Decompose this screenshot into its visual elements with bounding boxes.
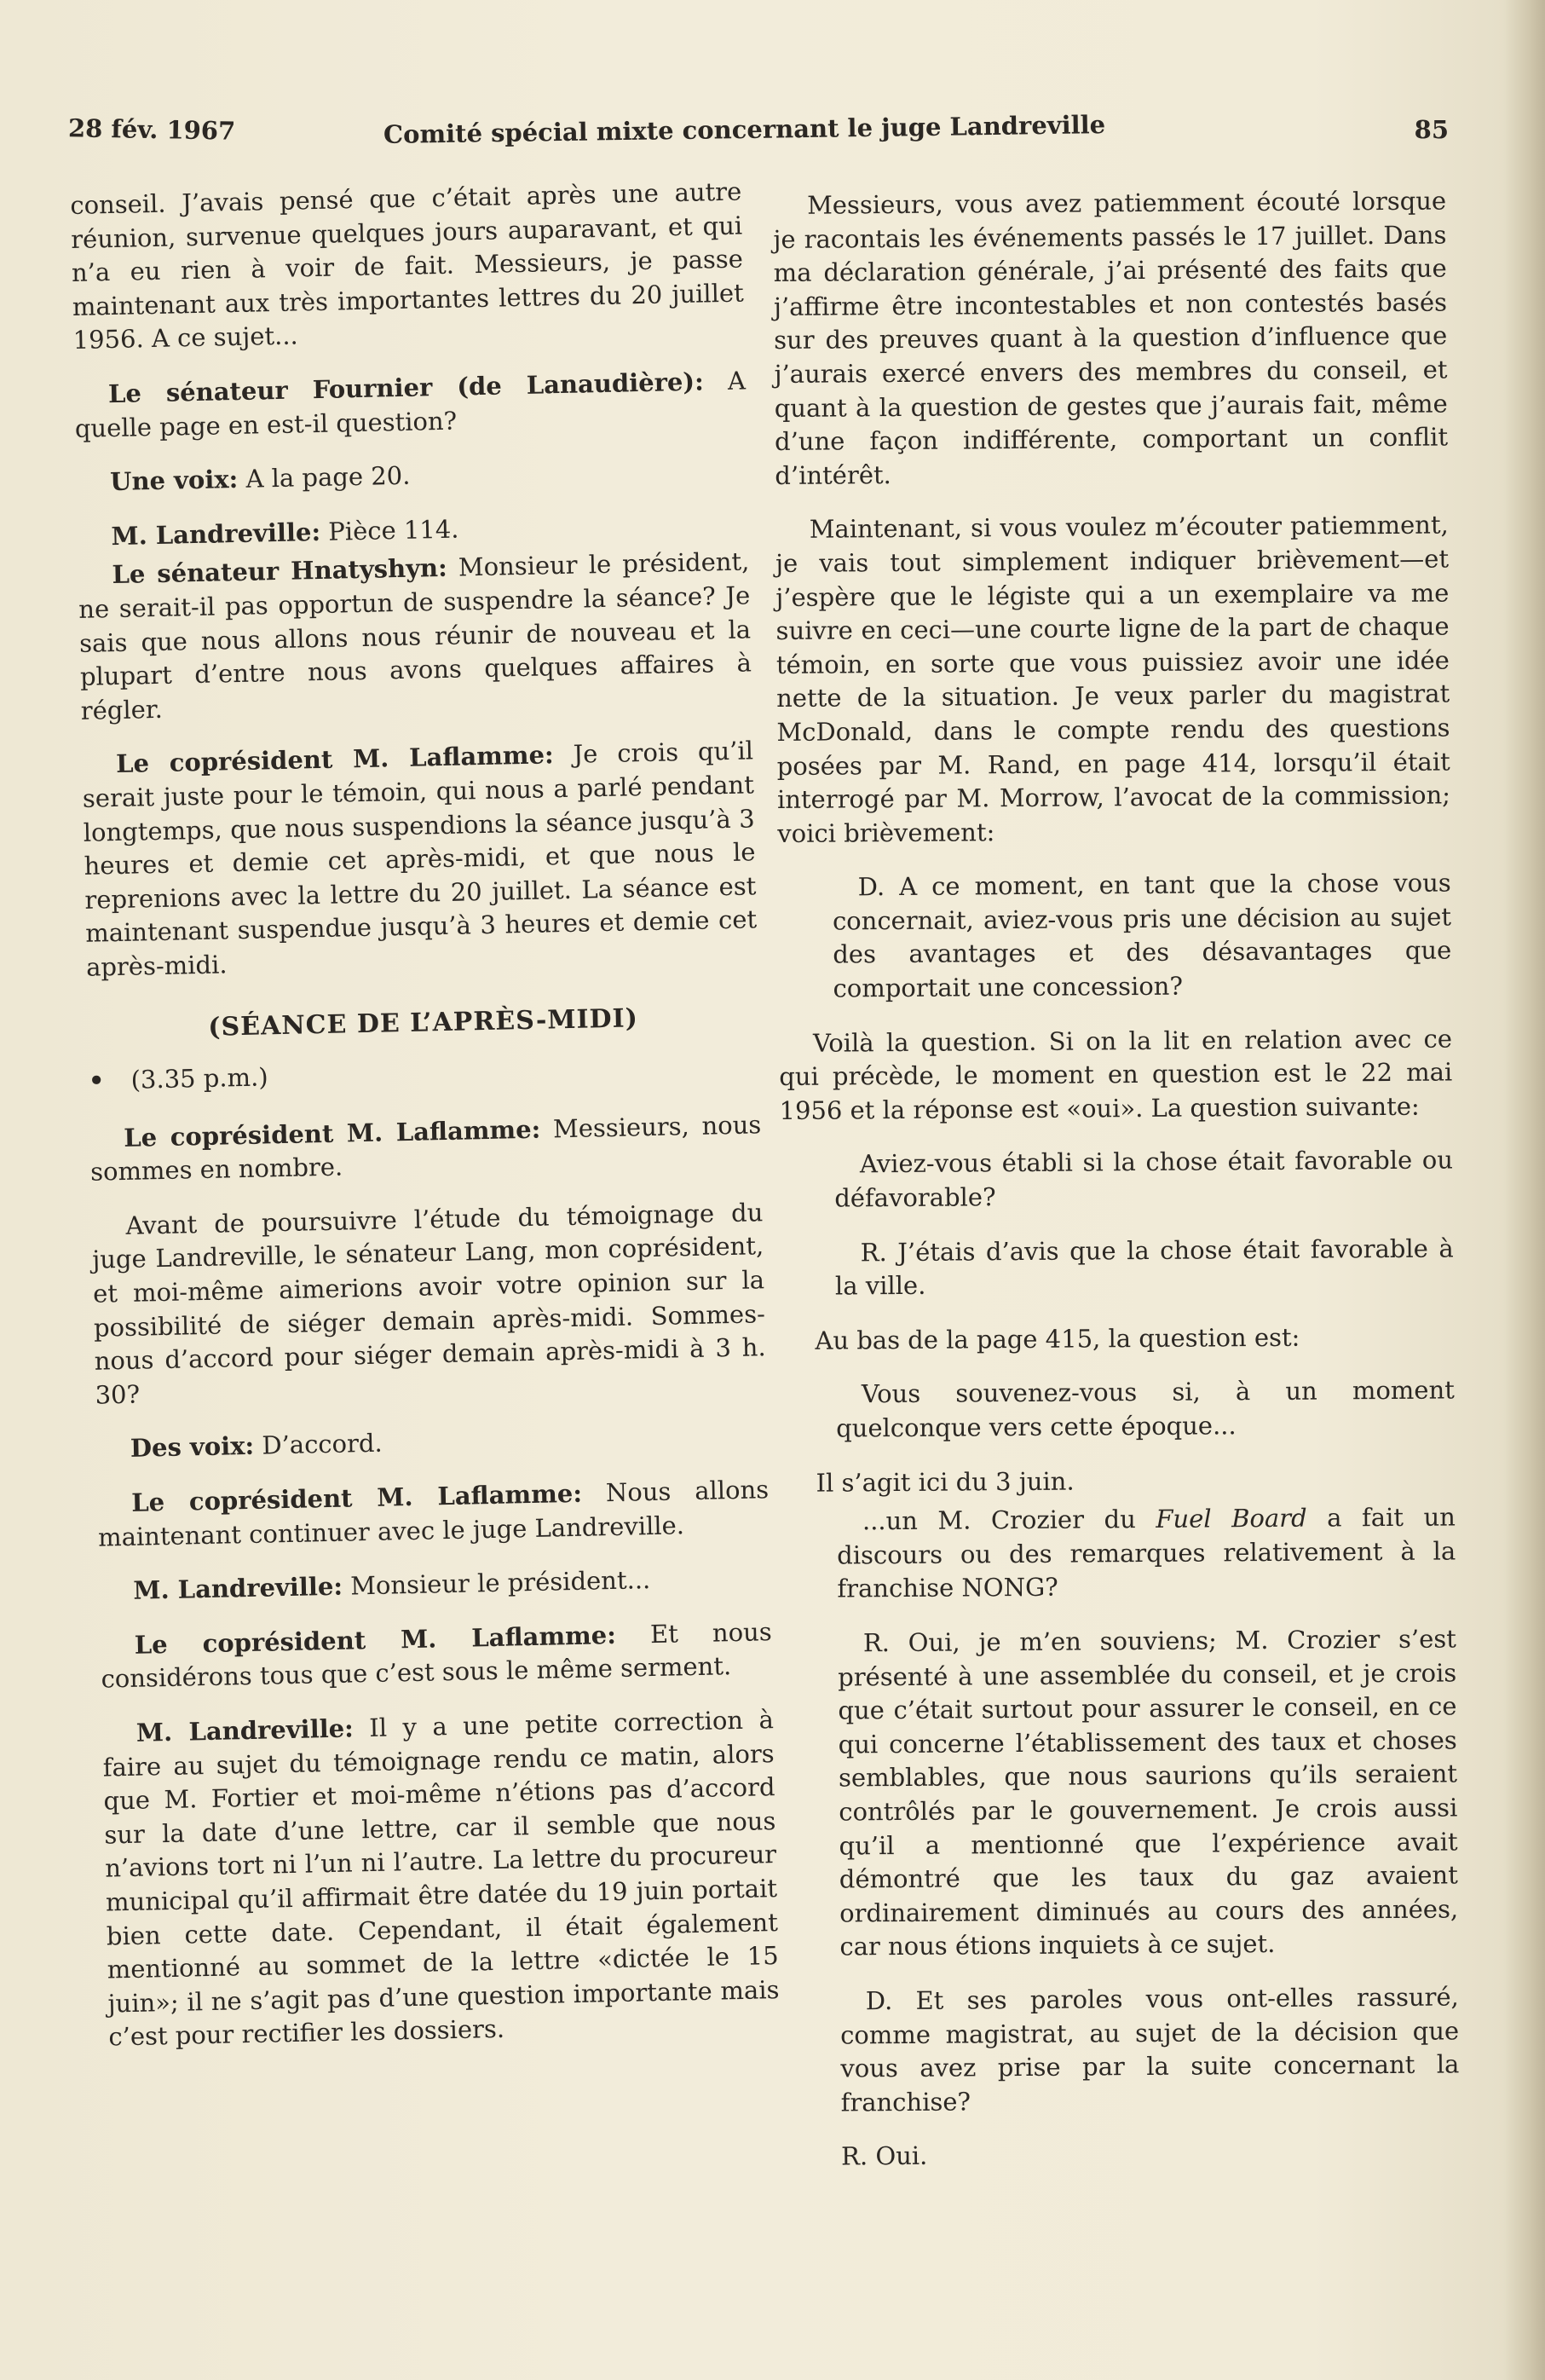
time-stamp-line [89, 1050, 761, 1098]
paragraph: Avant de poursuivre l’étude du témoignage du juge Landreville, le sénateur Lang, mon coprésident, et moi-même aimerions avoir votre opinion sur la possibilité de siéger demain après-midi. Sommes-nous d’accord pour siéger demain après-midi à 3 h. 30? [91, 1198, 766, 1410]
paragraph [102, 1703, 781, 2054]
section-heading: (SÉANCE DE L’APRÈS-MIDI) [207, 1003, 639, 1043]
speech: Je crois qu’il serait juste pour le témoin, qui nous a parlé pendant longtemps, que nous suspendions la séance jusqu’à 3 heures et demie cet après-midi, et que nous le reprenions avec la lettre du 20 juillet. La séance est maintenant suspendue jusqu’à 3 heures et demie cet après-midi. [82, 736, 758, 982]
time-stamp: (3.35 p.m.) [130, 1062, 268, 1095]
header-date: 28 fév. 1967 [67, 113, 236, 146]
quoted-question [837, 1501, 1456, 1607]
speaker: Le coprésident M. Laflamme: [134, 1620, 617, 1660]
quoted-question: Aviez-vous établi si la chose était favorable ou défavorable? [834, 1145, 1454, 1213]
quoted-question: D. Et ses paroles vous ont-elles rassuré, comme magistrat, au sujet de la décision que vous avez prise par la suite concernant la franchise? [839, 1982, 1460, 2117]
speaker: Une voix: [109, 465, 239, 497]
quoted-question: D. A ce moment, en tant que la chose vous concernait, aviez-vous pris une décision au sujet des avantages et des désavantages que comportait une concession? [832, 868, 1452, 1003]
page-edge [1506, 0, 1545, 2380]
paragraph [78, 546, 752, 728]
quote-emphasis: Fuel Board [1156, 1503, 1307, 1534]
header-title: Comité spécial mixte concernant le juge Landreville [383, 110, 1106, 149]
speaker: M. Landreville: [133, 1571, 343, 1605]
speech: Monsieur le président... [349, 1565, 651, 1601]
paragraph: Maintenant, si vous voulez m’écouter patiemment, je vais tout simplement indiquer brièvement—et j’espère que le légiste qui a un exemplaire va me suivre en ceci—une courte ligne de la part de chaque témoin, en sorte que vous puissiez avoir une idée nette de la situation. Je veux parler du magistrat McDonald, dans le compte rendu des questions posées par M. Rand, en page 414, lorsqu’il était interrogé par M. Morrow, l’avocat de la commission; voici brièvement: [775, 510, 1451, 848]
speaker: M. Landreville: [135, 1713, 355, 1747]
speech: D’accord. [262, 1429, 383, 1461]
paragraph: Il s’agit ici du 3 juin. [816, 1466, 1075, 1498]
paragraph: Voilà la question. Si on la lit en relation avec ce qui précède, le moment en question est le 22 mai 1956 et la réponse est «oui». La question suivante: [779, 1024, 1453, 1125]
speaker: M. Landreville: [111, 517, 321, 551]
paragraph [100, 1615, 772, 1697]
paragraph [74, 364, 747, 446]
speech: Et nous considérons tous que c’est sous le même serment. [101, 1616, 772, 1694]
speech: A la page 20. [245, 460, 411, 494]
speech: A quelle page en est-il question? [74, 366, 747, 443]
speaker: Le coprésident M. Laflamme: [115, 740, 555, 779]
paragraph: Au bas de la page 415, la question est: [815, 1322, 1300, 1355]
speech: Messieurs, nous sommes en nombre. [89, 1109, 762, 1187]
speaker: Des voix: [130, 1431, 255, 1464]
paragraph [96, 1419, 769, 1467]
quote-text: ...un M. Crozier du [862, 1505, 1156, 1536]
speaker: Le sénateur Fournier (de Lanaudière): [107, 367, 705, 409]
quoted-answer: R. J’étais d’avis que la chose était favorable à la ville. [834, 1233, 1454, 1301]
quoted-question: Vous souvenez-vous si, à un moment quelconque vers cette époque... [836, 1375, 1455, 1443]
paragraph: Messieurs, vous avez patiemment écouté lorsque je racontais les événements passés le 17 juillet. Dans ma déclaration générale, j’ai présenté des faits que j’affirme être incontestables et non contestés basés sur des preuves quant à la question d’influence que j’aurais exercé envers des membres du conseil, et quant à la question de gestes que j’aurais fait, même d’une façon indifférente, comportant un conflit d’intérêt. [773, 186, 1449, 490]
bullet-icon: • [88, 1066, 105, 1095]
right-column [773, 184, 1460, 2194]
speaker: Le coprésident M. Laflamme: [130, 1478, 583, 1517]
left-column [70, 175, 781, 2075]
quote-text: a fait un discours ou des remarques relativement à la franchise NONG? [837, 1502, 1456, 1603]
quoted-answer: R. Oui, je m’en souviens; M. Crozier s’est présenté à une assemblée du conseil, et je crois que c’était surtout pour assurer le conseil, en ce qui concerne l’établissement des taux et choses semblables, que nous saurions qu’ils seraient contrôlés par le gouvernement. Je crois aussi qu’il a mentionné que l’expérience avait démontré que les taux du gaz avaient ordinairement diminués au cours des années, car nous étions inquiets à ce sujet. [838, 1624, 1459, 1961]
speech: Monsieur le président, ne serait-il pas opportun de suspendre la séance? Je sais que nous allons nous réunir de nouveau et la plupart d’entre nous avons quelques affaires à régler. [78, 546, 752, 725]
paragraph [97, 1473, 770, 1555]
speaker: Le sénateur Hnatyshyn: [112, 553, 448, 590]
paragraph [89, 1108, 762, 1190]
paragraph [82, 735, 758, 985]
paragraph [76, 453, 748, 500]
speech: Il y a une petite correction à faire au sujet du témoignage rendu ce matin, alors que M. Fortier et moi-même n’étions pas d’accord sur la date d’une lettre, car il semble que nous n’avions tort ni l’un ni l’autre. La lettre du procureur municipal qu’il affirmait être datée du 19 juin portait bien cette date. Cependant, il était également mentionné au sommet de la lettre «dictée le 15 juin»; il ne s’agit pas d’une question importante mais c’est pour rectifier les dossiers. [102, 1705, 780, 2052]
page-number: 85 [1414, 115, 1449, 144]
speaker: Le coprésident M. Laflamme: [123, 1114, 541, 1152]
paragraph [99, 1561, 771, 1609]
quoted-answer: R. Oui. [840, 2141, 928, 2171]
running-header [67, 110, 1449, 166]
speech: Pièce 114. [327, 514, 459, 546]
speech: Nous allons maintenant continuer avec le juge Landreville. [97, 1475, 770, 1552]
paragraph: conseil. J’avais pensé que c’était après une autre réunion, survenue quelques jours auparavant, et qui n’a eu rien à voir de fait. Messieurs, je passe maintenant aux très importantes lettres du 20 juillet 1956. A ce sujet... [70, 176, 745, 355]
